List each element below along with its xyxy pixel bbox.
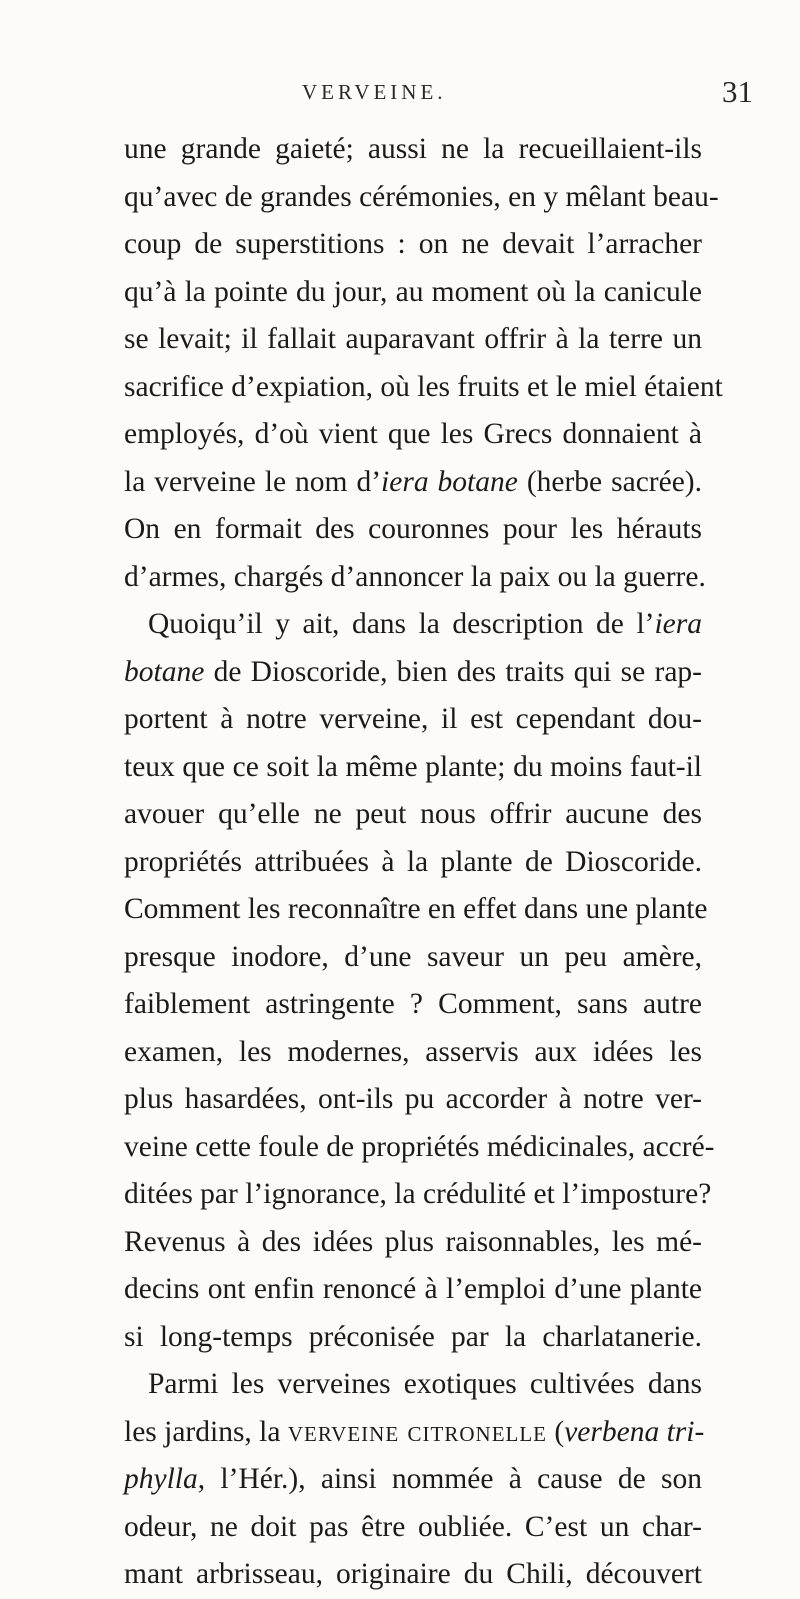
text-line: se levait; il fallait auparavant offrir à la terre un [124,323,702,355]
italic-term: iera botane [381,465,518,498]
text-line: avouer qu’elle ne peut nous offrir aucune des [124,798,702,830]
text-line: examen, les modernes, asservis aux idées les [124,1035,702,1068]
text-line [124,601,702,649]
text-line: si long-temps préconisée par la charlatanerie. [124,1320,702,1353]
small-caps-term: verveine citronelle [287,1415,548,1448]
text-line: odeur, ne doit pas être oubliée. C’est un char- [124,1510,702,1543]
text-line: qu’avec de grandes cérémonies, en y mêlant beau- [124,180,719,213]
text-line [124,649,702,697]
text-line [124,459,702,507]
text-line [124,1409,705,1457]
text-line: coup de superstitions : on ne devait l’arracher [124,228,702,260]
body-text [124,126,723,1599]
text-line: employés, d’où vient que les Grecs donnaient à [124,418,702,450]
text-line: teux que ce soit la même plante; du moins faut-il [124,750,702,783]
running-title: VERVEINE. [302,80,447,104]
text-line: d’armes, chargés d’annoncer la paix ou la guerre. [124,560,706,593]
text-run: de Dioscoride, bien des traits qui se rap- [204,655,702,688]
text-line [124,1456,702,1504]
page-number: 31 [722,74,753,109]
italic-term: iera [654,608,702,640]
text-line: faiblement astringente ? Comment, sans autre [124,988,702,1020]
running-head [0,76,800,116]
text-line [124,1361,702,1409]
text-line: plus hasardées, ont-ils pu accorder à notre ver- [124,1083,702,1115]
text-line: qu’à la pointe du jour, au moment où la canicule [124,275,702,308]
text-line: presque inodore, d’une saveur un peu amère, [124,940,702,973]
text-line: Revenus à des idées plus raisonnables, les mé- [124,1225,702,1258]
italic-term: botane [124,655,205,688]
text-line: On en formait des couronnes pour les hérauts [124,513,702,545]
italic-term: phylla [124,1463,198,1495]
text-run: les jardins, la [124,1415,288,1448]
text-line: veine cette foule de propriétés médicinales, accré- [124,1130,715,1163]
italic-term: verbena tri- [564,1415,705,1448]
text-line: decins ont enfin renoncé à l’emploi d’une plante [124,1273,702,1305]
text-line: portent à notre verveine, il est cependant dou- [124,703,702,735]
text-line: ditées par l’ignorance, la crédulité et l’imposture? [124,1178,712,1210]
text-run: Parmi les verveines exotiques cultivées dans [148,1368,702,1400]
text-line: sacrifice d’expiation, où les fruits et le miel étaient [124,370,723,403]
text-run: la verveine le nom d’ [124,465,382,498]
text-line: Comment les reconnaître en effet dans une plante [124,893,708,925]
text-line: mant arbrisseau, originaire du Chili, découvert [124,1558,702,1590]
text-line: propriétés attribuées à la plante de Dioscoride. [124,845,702,878]
text-run: Quoiqu’il y ait, dans la description de l’ [148,608,655,640]
text-run: , l’Hér.), ainsi nommée à cause de son [197,1463,702,1495]
text-run: ( [547,1415,565,1448]
text-line: une grande gaieté; aussi ne la recueillaient-ils [124,133,702,165]
text-run: (herbe sacrée). [517,465,703,498]
